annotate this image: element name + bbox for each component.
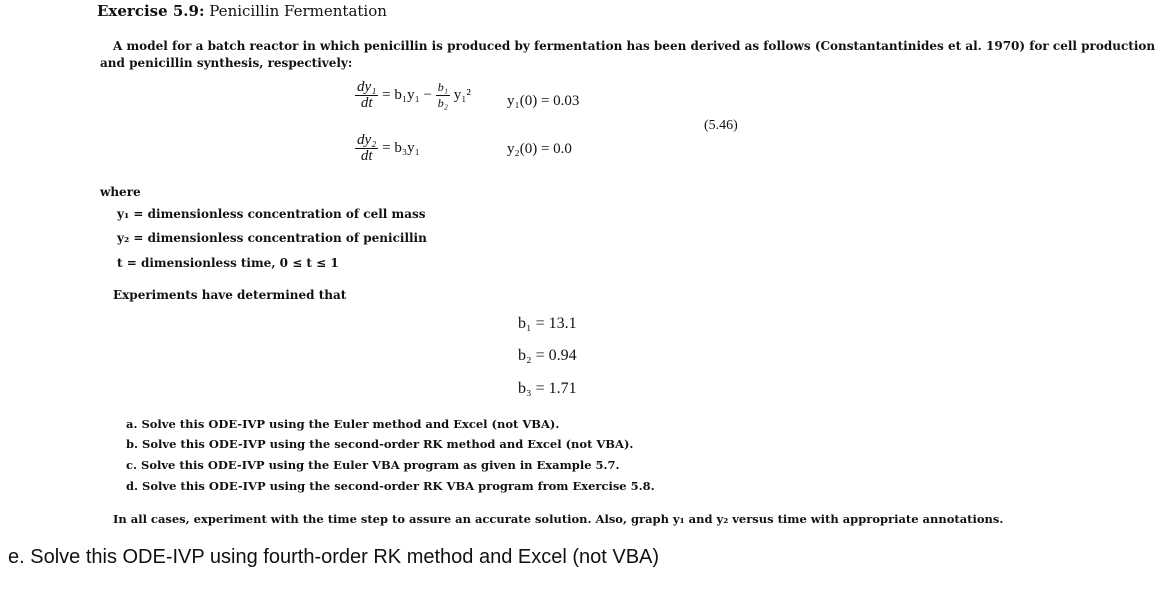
eq1-rhs-a: = b₁y₁ −	[382, 86, 433, 103]
intro-line-1: A model for a batch reactor in which penicillin is produced by fermentation has been derived as follows (Constantantinides et al. 1970) for cell production	[113, 39, 1155, 53]
eq2-derivative-numerator: dy₂	[357, 132, 377, 148]
note-text: In all cases, experiment with the time step to assure an accurate solution. Also, graph y₁ and y₂ versus time with appropriate annotations.	[113, 512, 1004, 526]
eq1-coefficient-numerator: b₁	[437, 80, 448, 94]
eq2-initial-condition: y₂(0) = 0.0	[507, 141, 572, 157]
task-d: d. Solve this ODE-IVP using the second-order RK VBA program from Exercise 5.8.	[126, 479, 655, 493]
exercise-title	[97, 2, 387, 20]
equation-1	[355, 80, 471, 111]
equation-number: (5.46)	[704, 118, 738, 133]
eq1-rhs-b: y₁²	[453, 86, 471, 103]
definition-y2: y₂ = dimensionless concentration of penicillin	[117, 231, 427, 245]
eq2-derivative	[355, 133, 378, 164]
exercise-name: Penicillin Fermentation	[204, 2, 387, 20]
eq1-derivative-denominator: dt	[360, 95, 373, 111]
where-label: where	[100, 185, 141, 199]
experiments-text: Experiments have determined that	[113, 288, 347, 302]
exercise-number: Exercise 5.9:	[97, 2, 205, 20]
eq1-initial-condition: y₁(0) = 0.03	[507, 93, 580, 109]
task-a: a. Solve this ODE-IVP using the Euler method and Excel (not VBA).	[126, 417, 560, 431]
definition-y1: y₁ = dimensionless concentration of cell mass	[117, 207, 426, 221]
task-b: b. Solve this ODE-IVP using the second-order RK method and Excel (not VBA).	[126, 437, 634, 451]
parameter-b2: b₂ = 0.94	[518, 347, 577, 364]
definition-t: t = dimensionless time, 0 ≤ t ≤ 1	[117, 256, 339, 270]
eq1-derivative-numerator: dy₁	[357, 79, 377, 95]
parameter-b1: b₁ = 13.1	[518, 315, 577, 332]
equation-2	[355, 133, 420, 164]
eq1-derivative	[355, 80, 378, 111]
eq1-coefficient	[436, 80, 450, 111]
task-c: c. Solve this ODE-IVP using the Euler VBA program as given in Example 5.7.	[126, 458, 620, 472]
extra-task-e: e. Solve this ODE-IVP using fourth-order RK method and Excel (not VBA)	[8, 546, 660, 568]
eq2-rhs: = b₃y₁	[382, 139, 420, 156]
eq1-coefficient-denominator: b₂	[437, 96, 448, 110]
eq2-derivative-denominator: dt	[360, 148, 373, 164]
parameter-b3: b₃ = 1.71	[518, 380, 577, 397]
intro-line-2: and penicillin synthesis, respectively:	[100, 56, 353, 70]
